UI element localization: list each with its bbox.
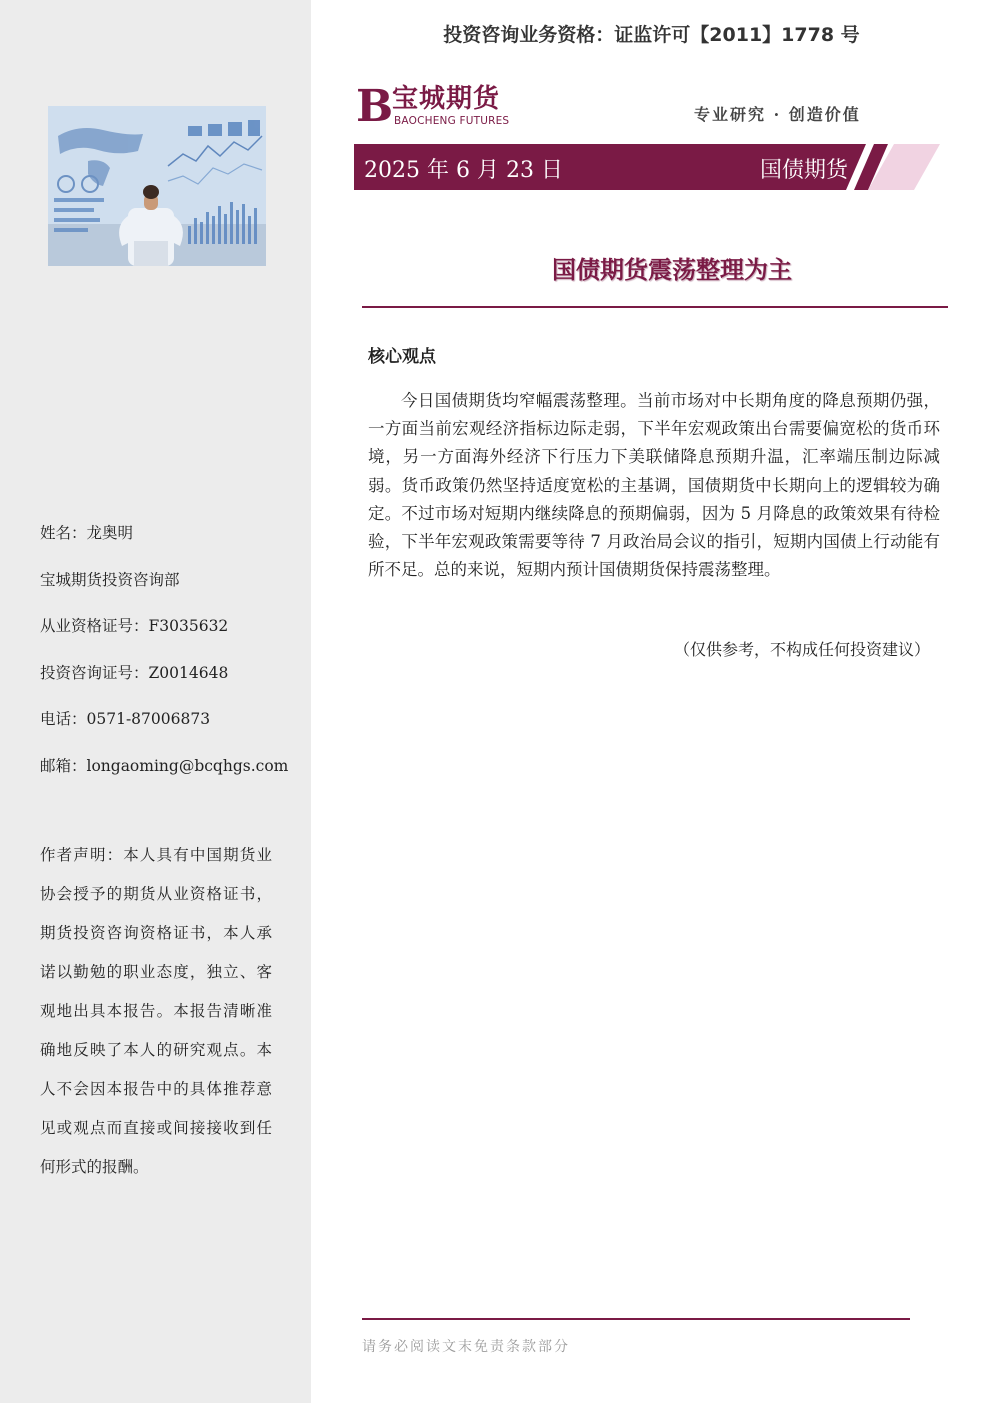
author-email: 邮箱：longaoming@bcqhgs.com <box>40 756 289 775</box>
footer-divider <box>362 1318 910 1320</box>
section-heading: 核心观点 <box>368 347 436 367</box>
report-title: 国债期货震荡整理为主 <box>552 256 792 284</box>
investment-disclaimer-note: （仅供参考，不构成任何投资建议） <box>673 640 930 659</box>
report-category: 国债期货 <box>760 158 849 183</box>
hero-image <box>48 106 266 266</box>
logo-english-name: BAOCHENG FUTURES <box>394 115 510 127</box>
company-logo <box>356 81 526 134</box>
date-banner <box>354 144 940 190</box>
author-name: 姓名：龙奥明 <box>40 524 134 542</box>
title-divider <box>362 306 948 308</box>
logo-chinese-name: 宝城期货 <box>392 84 501 114</box>
author-statement: 作者声明：本人具有中国期货业协会授予的期货从业资格证书，期货投资咨询资格证书，本人承诺以勤勉的职业态度，独立、客观地出具本报告。本报告清晰准确地反映了本人的研究观点。本人不会因本报告中的具体推荐意见或观点而直接或间接接收到任何形式的报酬。 <box>40 846 272 1176</box>
core-view-paragraph: 今日国债期货均窄幅震荡整理。当前市场对中长期角度的降息预期仍强，一方面当前宏观经济指标边际走弱，下半年宏观政策出台需要偏宽松的货币环境，另一方面海外经济下行压力下美联储降息预期升温，汇率端压制边际减弱。货币政策仍然坚持适度宽松的主基调，国债期货中长期向上的逻辑较为确定。不过市场对短期内继续降息的预期偏弱，因为 5 月降息的政策效果有待检验，下半年宏观政策需要等待 7 月政治局会议的指引，短期内国债上行动能有所不足。总的来说，短期内预计国债期货保持震荡整理。 <box>368 391 940 580</box>
businessman-dashboard-illustration <box>48 106 266 266</box>
footer-disclaimer-notice: 请务必阅读文末免责条款部分 <box>362 1339 570 1355</box>
author-advisory-cert: 投资咨询证号：Z0014648 <box>40 663 229 682</box>
author-phone: 电话：0571-87006873 <box>40 710 211 729</box>
author-info <box>40 510 290 790</box>
logo-b-mark-icon: B <box>356 81 394 132</box>
slogan: 专业研究 · 创造价值 <box>694 105 861 124</box>
sidebar <box>0 0 311 1403</box>
report-date: 2025 年 6 月 23 日 <box>364 158 563 183</box>
author-department: 宝城期货投资咨询部 <box>40 570 180 589</box>
qualification-line: 投资咨询业务资格：证监许可【2011】1778 号 <box>443 24 860 46</box>
author-practice-cert: 从业资格证号：F3035632 <box>40 617 229 636</box>
